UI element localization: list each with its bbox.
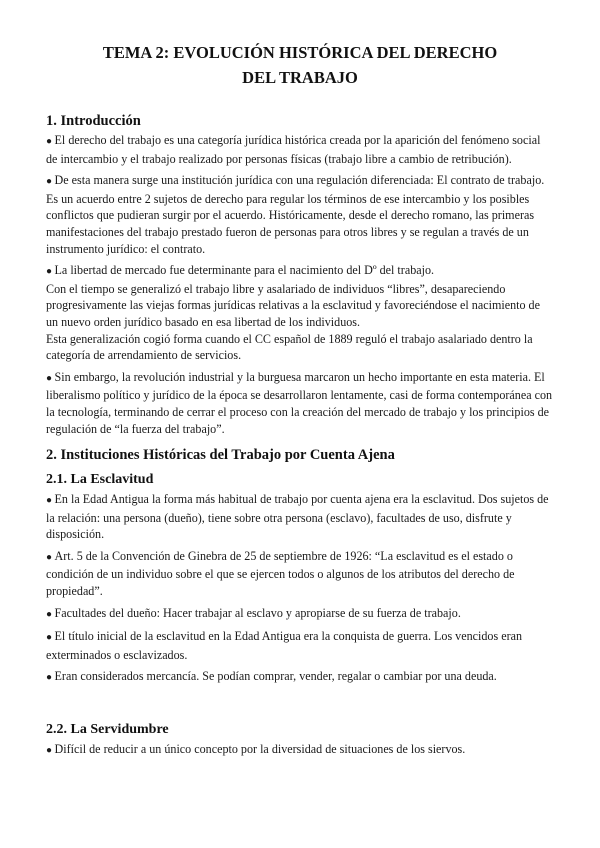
subsection-servidumbre — [46, 721, 554, 760]
paragraph: ● El derecho del trabajo es una categoría jurídica histórica creada por la aparición del fenómeno social de intercambio y el trabajo realizado por personas físicas (trabajo libre a cambio de retribución). — [46, 132, 554, 167]
subsection-heading: 2.1. La Esclavitud — [46, 472, 154, 488]
document-title — [46, 40, 554, 90]
paragraph: Esta generalización cogió forma cuando el CC español de 1889 reguló el trabajo asalariado dentro la categoría de arrendamiento de servicios. — [46, 331, 533, 363]
paragraph: ● En la Edad Antigua la forma más habitual de trabajo por cuenta ajena era la esclavitud. Dos sujetos de la relación: una persona (dueño), tiene sobre otra persona (esclavo), facultades de uso, disfrute y disposición. — [46, 491, 554, 543]
document-title-line-2: DEL TRABAJO — [242, 68, 358, 87]
subsection-esclavitud — [46, 471, 554, 687]
section-introduccion — [46, 112, 554, 437]
section-instituciones-historicas — [46, 446, 554, 760]
paragraph: ● Difícil de reducir a un único concepto por la diversidad de situaciones de los siervos. — [46, 741, 554, 760]
paragraph: ● Art. 5 de la Convención de Ginebra de 25 de septiembre de 1926: “La esclavitud es el estado o condición de un individuo sobre el que se ejercen todos o algunos de los atributos del derecho de propiedad”. — [46, 548, 554, 600]
paragraph: Con el tiempo se generalizó el trabajo libre y asalariado de individuos “libres”, desapareciendo progresivamente las viejas formas jurídicas relativas a la esclavitud y favoreciéndose el nacimiento de un nuevo orden jurídico basado en esa libertad de los individuos. — [46, 281, 540, 329]
paragraph: ● Eran considerados mercancía. Se podían comprar, vender, regalar o cambiar por una deuda. — [46, 668, 554, 687]
section-heading: 2. Instituciones Históricas del Trabajo por Cuenta Ajena — [46, 447, 395, 464]
paragraph: ● La libertad de mercado fue determinante para el nacimiento del Dº del trabajo. — [46, 262, 554, 281]
subsection-heading: 2.2. La Servidumbre — [46, 722, 169, 738]
paragraph: ● De esta manera surge una institución jurídica con una regulación diferenciada: El contrato de trabajo. Es un acuerdo entre 2 sujetos de derecho para regular los términos de ese intercambio y los posibles conflictos que pudieran surgir por el acuerdo. Históricamente, desde el derecho romano, las primeras manifestaciones del trabajo prestado fueron de personas para otros libres y se regulan a través de un instrumento jurídico: el contrato. — [46, 172, 554, 257]
paragraph: ● Sin embargo, la revolución industrial y la burguesa marcaron un hecho importante en esta materia. El liberalismo político y jurídico de la época se desarrollaron lentamente, casi de forma contemporánea con la tecnología, terminando de cerrar el proceso con la creación del mercado de trabajo y los principios de regulación de “la fuerza del trabajo”. — [46, 369, 554, 437]
document-title-line-1: TEMA 2: EVOLUCIÓN HISTÓRICA DEL DERECHO — [102, 43, 498, 62]
section-heading: 1. Introducción — [46, 113, 141, 129]
paragraph: ● El título inicial de la esclavitud en la Edad Antigua era la conquista de guerra. Los vencidos eran exterminados o esclavizados. — [46, 628, 554, 663]
paragraph: ● Facultades del dueño: Hacer trabajar al esclavo y apropiarse de su fuerza de trabajo. — [46, 605, 554, 624]
